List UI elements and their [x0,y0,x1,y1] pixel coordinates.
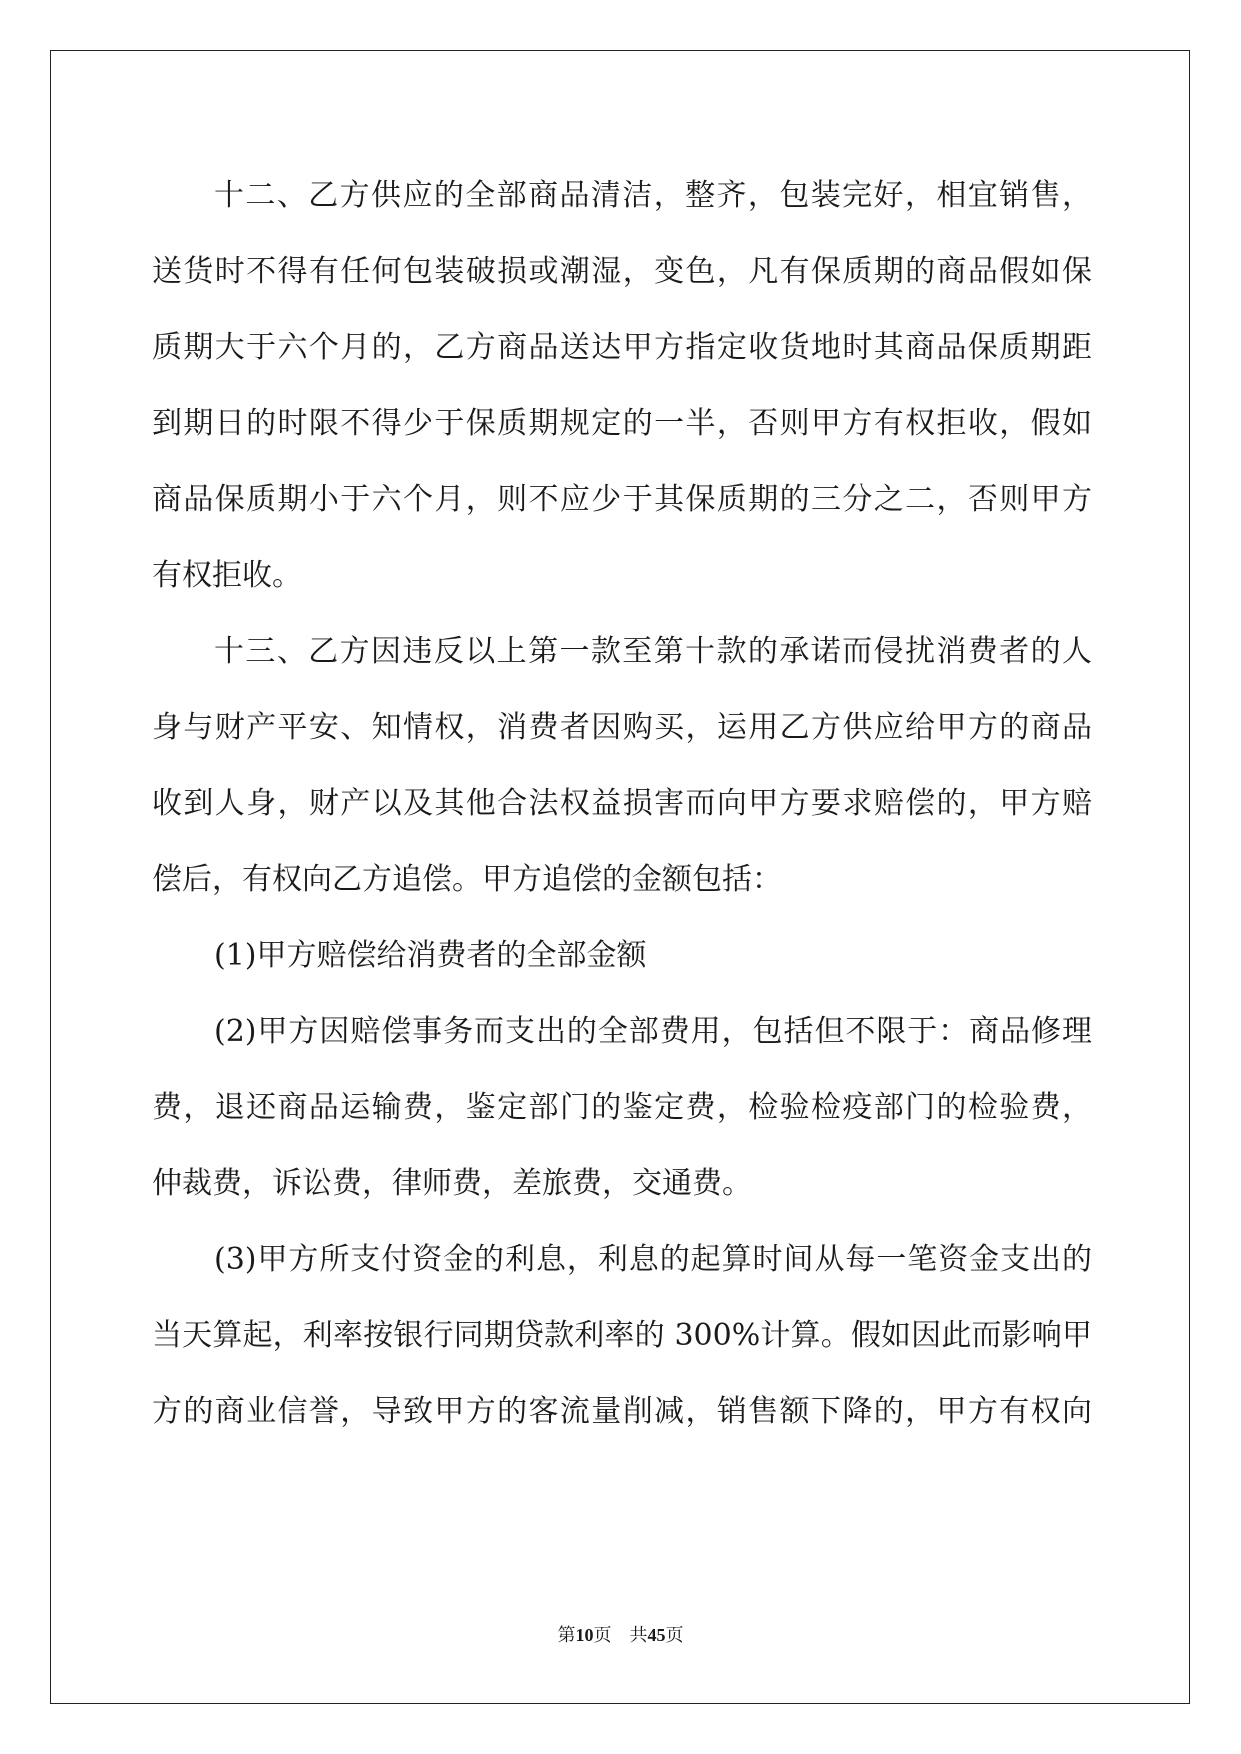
item-3-line-1: (3)甲方所支付资金的利息，利息的起算时间从每一笔资金支出的 [214,1242,1092,1277]
item-3-line-3: 方的商业信誉，导致甲方的客流量削减，销售额下降的，甲方有权向 [152,1394,1092,1429]
page-prefix: 第 [557,1625,576,1645]
item-1-line-1: (1)甲方赔偿给消费者的全部金额 [214,938,647,973]
total-suffix: 页 [665,1625,684,1645]
page-number: 10 [575,1625,594,1645]
item-3-line-2: 当天算起，利率按银行同期贷款利率的 300%计算。假如因此而影响甲 [152,1318,1092,1353]
document-body [152,158,1092,1450]
item-2-line-3: 仲裁费，诉讼费，律师费，差旅费，交通费。 [152,1166,752,1201]
page-footer [0,1621,1241,1647]
item-2-line-2: 费，退还商品运输费，鉴定部门的鉴定费，检验检疫部门的检验费， [152,1090,1092,1125]
item-2-line-1: (2)甲方因赔偿事务而支出的全部费用，包括但不限于：商品修理 [214,1014,1092,1049]
paragraph-13-line-1: 十三、乙方因违反以上第一款至第十款的承诺而侵扰消费者的人 [214,634,1092,669]
total-prefix: 共 [629,1625,648,1645]
page-suffix: 页 [593,1625,612,1645]
paragraph-12-line-6: 有权拒收。 [152,558,302,593]
paragraph-12-line-2: 送货时不得有任何包装破损或潮湿，变色，凡有保质期的商品假如保 [152,254,1092,289]
paragraph-12-line-4: 到期日的时限不得少于保质期规定的一半，否则甲方有权拒收，假如 [152,406,1092,441]
paragraph-13-line-4: 偿后，有权向乙方追偿。甲方追偿的金额包括： [152,862,782,897]
total-pages: 45 [647,1625,666,1645]
paragraph-12-line-5: 商品保质期小于六个月，则不应少于其保质期的三分之二，否则甲方 [152,482,1092,517]
paragraph-13-line-3: 收到人身，财产以及其他合法权益损害而向甲方要求赔偿的，甲方赔 [152,786,1092,821]
paragraph-12-line-1: 十二、乙方供应的全部商品清洁，整齐，包装完好，相宜销售， [214,178,1092,213]
paragraph-13-line-2: 身与财产平安、知情权，消费者因购买，运用乙方供应给甲方的商品 [152,710,1092,745]
paragraph-12-line-3: 质期大于六个月的，乙方商品送达甲方指定收货地时其商品保质期距 [152,330,1092,365]
